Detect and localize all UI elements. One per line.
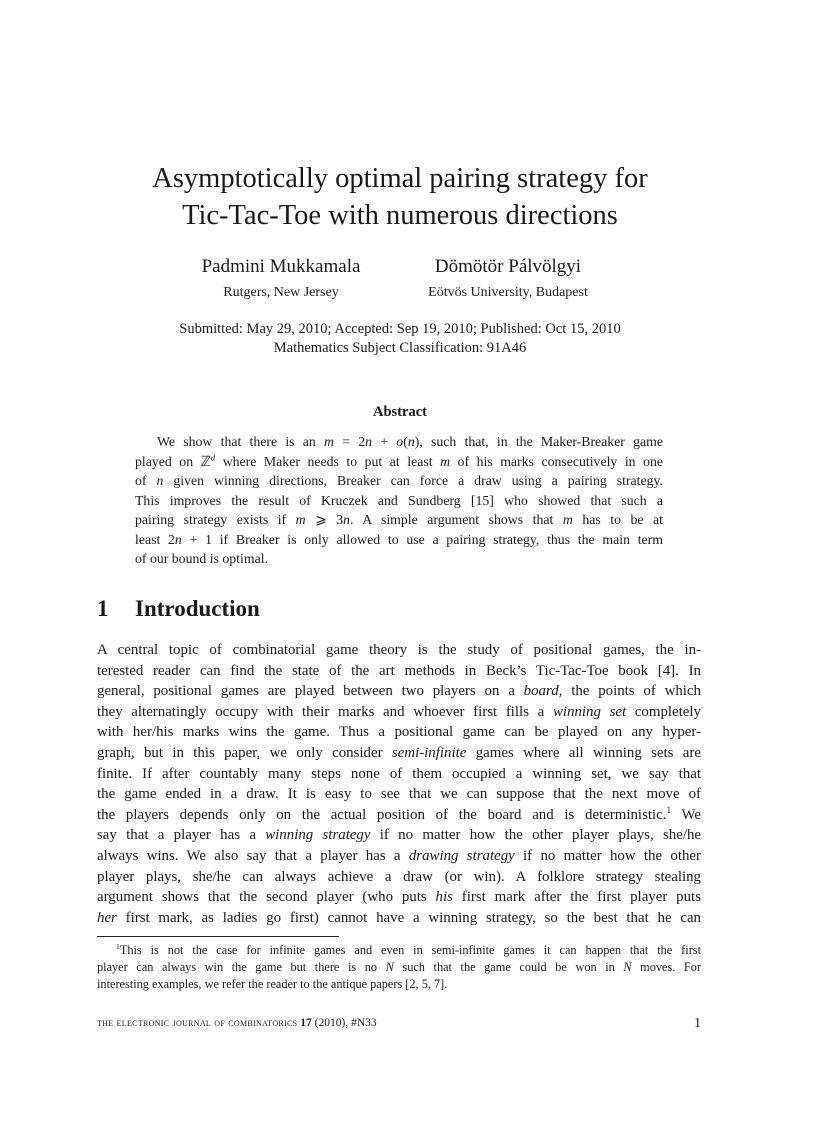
abstract-line: We show that there is an m = 2n + o(n), such that, in the Maker-Breaker game xyxy=(157,434,664,449)
journal-volume: 17 xyxy=(300,1017,312,1029)
abstract-body xyxy=(135,432,663,569)
paper-title xyxy=(0,160,800,234)
footnote-marker: 1 xyxy=(666,804,672,815)
footnote xyxy=(97,942,701,992)
body-line: the game ended in a draw. It is easy to see that we can suppose that the next move of xyxy=(97,786,701,803)
title-line-1: Asymptotically optimal pairing strategy for xyxy=(152,163,648,194)
section-title: Introduction xyxy=(135,596,260,621)
msc-line: Mathematics Subject Classification: 91A46 xyxy=(273,340,527,356)
author-name: Padmini Mukkamala xyxy=(201,256,361,277)
abstract-heading: Abstract xyxy=(373,404,427,420)
body-line: her first mark, as ladies go first) cannot have a winning strategy, so the best that he can xyxy=(97,909,701,926)
body-line: terested reader can find the state of the art methods in Beck’s Tic-Tac-Toe book [4]. In xyxy=(97,662,701,679)
page-number: 1 xyxy=(694,1016,701,1031)
body-line: with her/his marks wins the game. Thus a positional game can be played on any hyper- xyxy=(97,724,701,741)
abstract-line: least 2n + 1 if Breaker is only allowed to use a pairing strategy, thus the main term xyxy=(135,531,663,547)
abstract-line: pairing strategy exists if m ⩾ 3n. A simple argument shows that m has to be at xyxy=(135,512,664,527)
author-2 xyxy=(358,256,658,302)
body-line: graph, but in this paper, we only consider semi-infinite games where all winning sets are xyxy=(97,744,701,761)
body-line: A central topic of combinatorial game theory is the study of positional games, the in- xyxy=(97,642,701,658)
page-footer xyxy=(97,1017,701,1029)
abstract-line: played on ℤ$^d$ where Maker needs to put at least m of his marks consecutively in one xyxy=(135,451,663,469)
abstract-line: of n given winning directions, Breaker can force a draw using a pairing strategy. xyxy=(135,473,663,488)
submission-dates xyxy=(0,320,800,358)
journal-issue: (2010), #N33 xyxy=(311,1017,377,1029)
body-line: player plays, she/he can always achieve a draw (or win). A folklore strategy stealing xyxy=(97,868,701,885)
footnote-rule xyxy=(97,936,339,937)
footnote-line: player can always win the game but there is no N such that the game could be won in N moves. For xyxy=(97,959,701,974)
footnote-line: interesting examples, we refer the reader to the antique papers [2, 5, 7]. xyxy=(97,976,448,991)
abstract-line: of our bound is optimal. xyxy=(135,551,268,566)
section-heading xyxy=(97,596,260,622)
journal-name: the electronic journal of combinatorics xyxy=(97,1017,298,1029)
author-name: Dömötör Pálvölgyi xyxy=(434,256,582,277)
body-line: finite. If after countably many steps none of them occupied a winning set, we say that xyxy=(97,765,701,782)
dates-line: Submitted: May 29, 2010; Accepted: Sep 19, 2010; Published: Oct 15, 2010 xyxy=(179,321,621,337)
body-line: say that a player has a winning strategy if no matter how the other player plays, she/he xyxy=(97,827,702,844)
body-line: always wins. We also say that a player has a drawing strategy if no matter how the other xyxy=(97,847,701,864)
footnote-number: 1 xyxy=(116,941,120,951)
abstract-line: This improves the result of Kruczek and Sundberg [15] who showed that such a xyxy=(135,492,663,508)
body-line: they alternatingly occupy with their marks and whoever first fills a winning set completely xyxy=(97,703,701,720)
body-line: argument shows that the second player (who puts his first mark after the first player puts xyxy=(97,889,701,906)
author-affiliation: Eötvös University, Budapest xyxy=(428,285,588,300)
footnote-line: $^1$This is not the case for infinite games and even in semi-infinite games it can happen that the first xyxy=(116,941,701,957)
section-number: 1 xyxy=(97,596,109,621)
title-line-2: Tic-Tac-Toe with numerous directions xyxy=(182,200,618,231)
intro-body xyxy=(97,640,701,928)
author-affiliation: Rutgers, New Jersey xyxy=(223,285,339,300)
body-line: general, positional games are played between two players on a board, the points of which xyxy=(97,683,701,700)
body-line: the players depends only on the actual position of the board and is deterministic.$^1$ We xyxy=(97,804,701,823)
